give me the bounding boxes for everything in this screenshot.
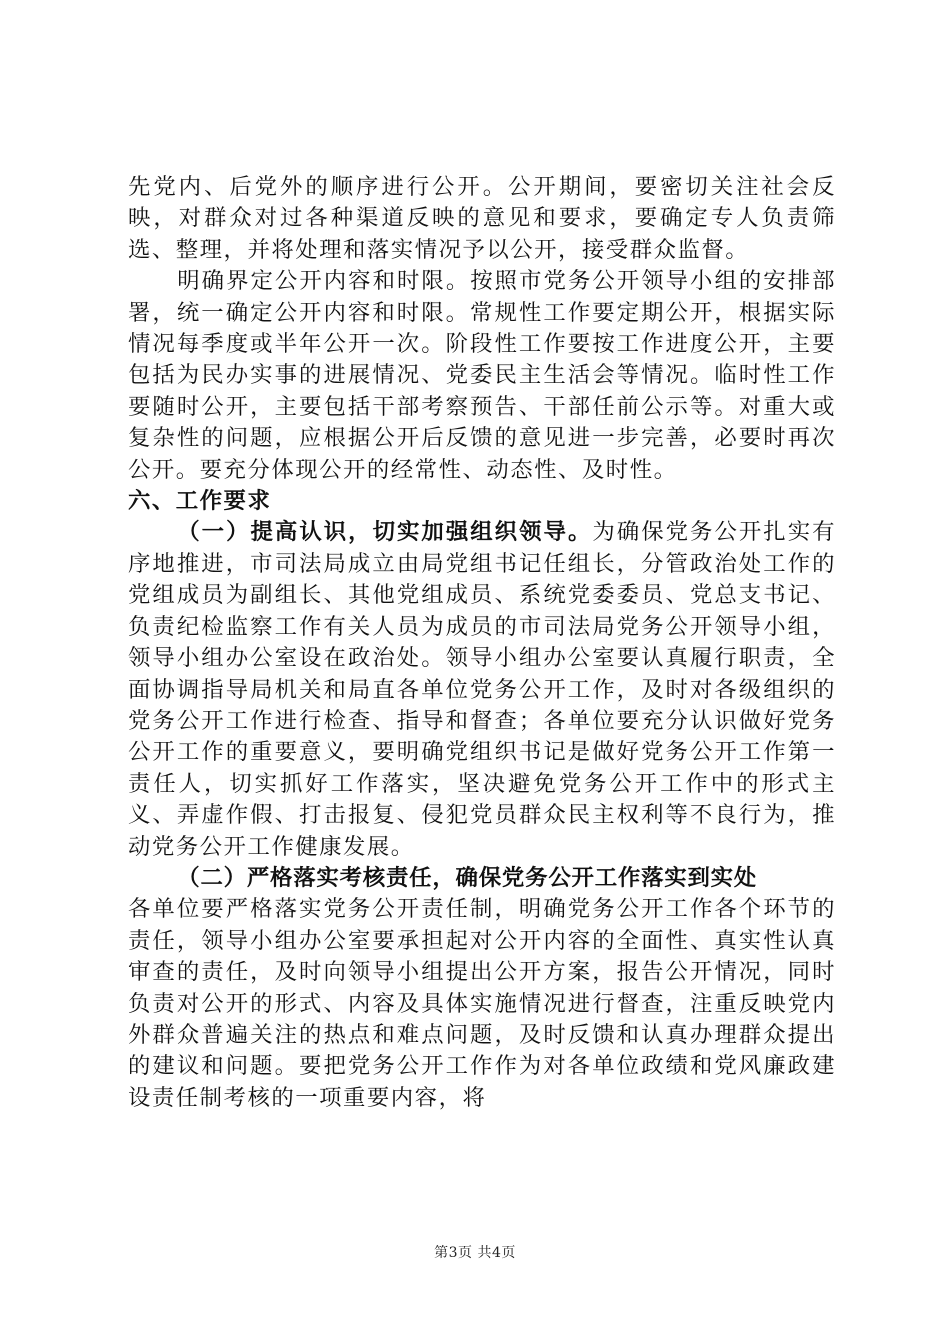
paragraph-leadership (128, 517, 836, 862)
paragraph-disclosure-content: 明确界定公开内容和时限。按照市党务公开领导小组的安排部署，统一确定公开内容和时限。常规性工作要定期公开，根据实际情况每季度或半年公开一次。阶段性工作要按工作进度公开，主要包括为民办实事的进展情况、党委民主生活会等情况。临时性工作要随时公开，主要包括干部考察预告、干部任前公示等。对重大或复杂性的问题，应根据公开后反馈的意见进一步完善，必要时再次公开。要充分体现公开的经常性、动态性、及时性。 (128, 268, 836, 483)
paragraph-assessment: 各单位要严格落实党务公开责任制，明确党务公开工作各个环节的责任，领导小组办公室要承担起对公开内容的全面性、真实性认真审查的责任，及时向领导小组提出公开方案，报告公开情况，同时负责对公开的形式、内容及具体实施情况进行督查，注重反映党内外群众普遍关注的热点和难点问题，及时反馈和认真办理群众提出的建议和问题。要把党务公开工作作为对各单位政绩和党风廉政建设责任制考核的一项重要内容，将 (128, 896, 836, 1111)
paragraph-continuation: 先党内、后党外的顺序进行公开。公开期间，要密切关注社会反映，对群众对过各种渠道反映的意见和要求，要确定专人负责筛选、整理，并将处理和落实情况予以公开，接受群众监督。 (128, 174, 836, 263)
subheading-assessment-text: （二）严格落实考核责任，确保党务公开工作落实到实处 (177, 864, 758, 891)
section-heading: 六、工作要求 (128, 488, 272, 515)
subheading-assessment (128, 863, 836, 894)
paragraph-leadership-text: 为确保党务公开扎实有序地推进，市司法局成立由局党组书记任组长，分管政治处工作的党组成员为副组长、其他党组成员、系统党委委员、党总支书记、负责纪检监察工作有关人员为成员的市司法局党务公开领导小组，领导小组办公室设在政治处。领导小组办公室要认真履行职责，全面协调指导局机关和局直各单位党务公开工作，及时对各级组织的党务公开工作进行检查、指导和督查；各单位要充分认识做好党务公开工作的重要意义，要明确党组织书记是做好党务公开工作第一责任人，切实抓好工作落实，坚决避免党务公开工作中的形式主义、弄虚作假、打击报复、侵犯党员群众民主权利等不良行为，推动党务公开工作健康发展。 (128, 519, 837, 860)
page-footer: 第3页 共4页 (434, 1245, 516, 1261)
subheading-leadership: （一）提高认识，切实加强组织领导。 (177, 519, 593, 546)
document-body (128, 172, 836, 1114)
